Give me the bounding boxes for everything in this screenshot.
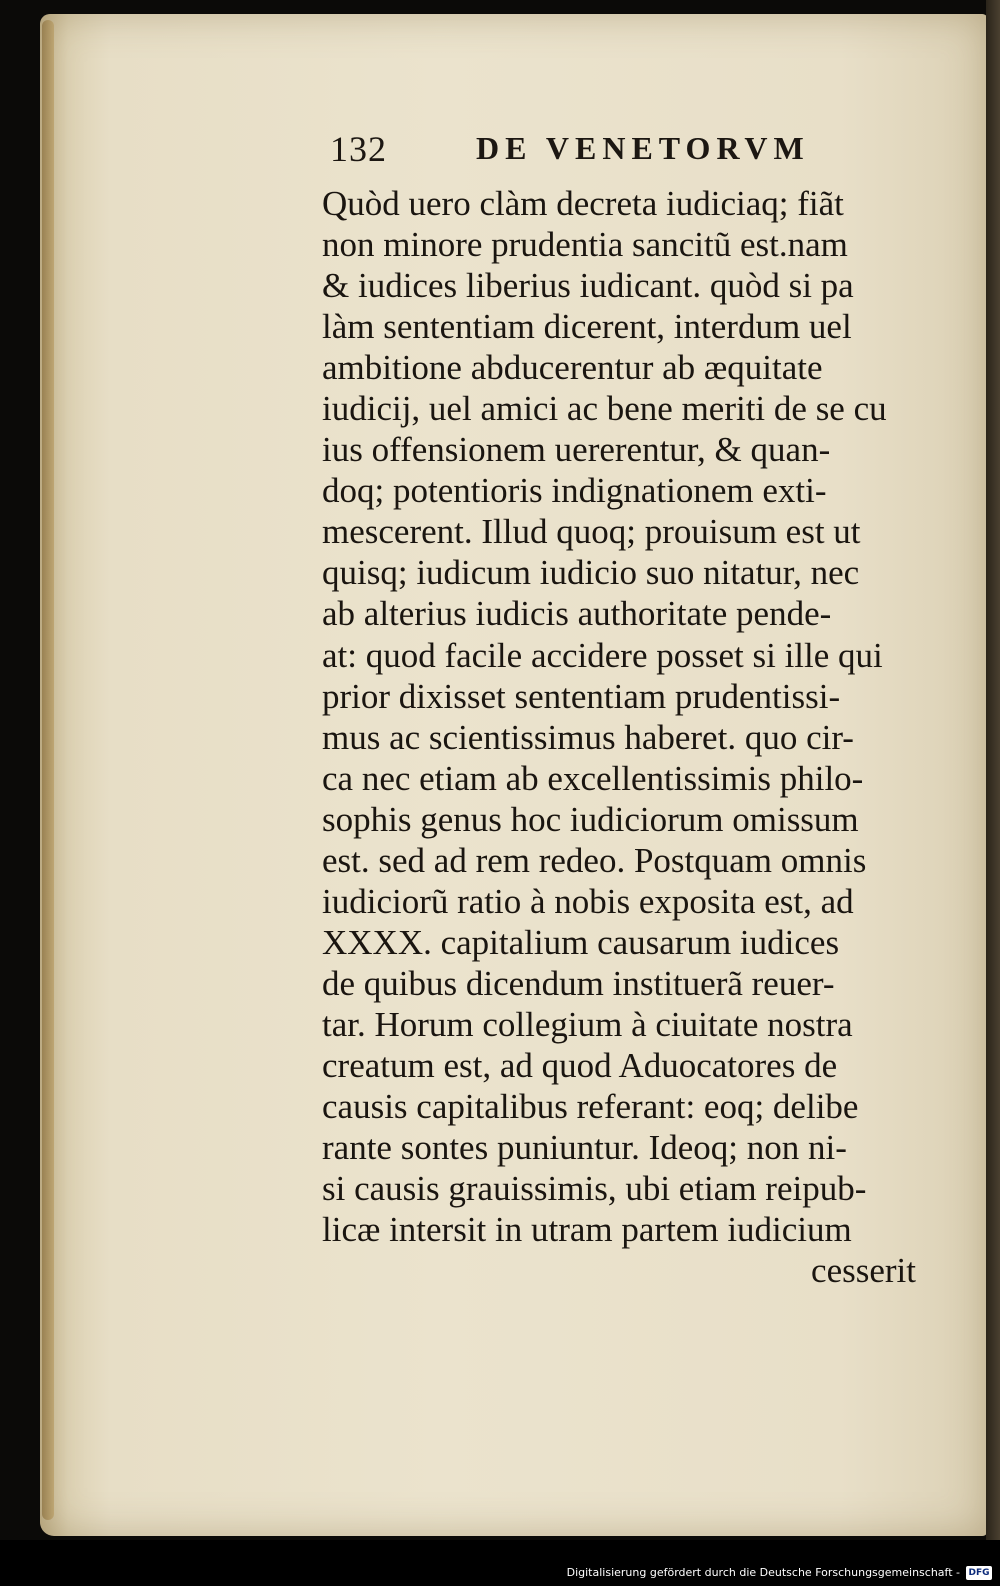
text-line: sophis genus hoc iudiciorum omissum xyxy=(322,799,859,839)
text-line: rante sontes puniuntur. Ideoq; non ni- xyxy=(322,1128,847,1168)
text-line: tar. Horum collegium à ciuitate nostra xyxy=(322,1004,853,1044)
text-line: mus ac scientissimus haberet. quo cir- xyxy=(322,717,854,757)
text-line: mescerent. Illud quoq; prouisum est ut xyxy=(322,512,861,552)
footer-band xyxy=(0,1540,1000,1586)
text-line: causis capitalibus referant: eoq; delibe xyxy=(322,1087,859,1127)
page-gutter-edge xyxy=(42,20,54,1520)
text-line: si causis grauissimis, ubi etiam reipub- xyxy=(322,1169,867,1209)
running-head: DE VENETORVM xyxy=(476,130,810,166)
catchword: cesserit xyxy=(811,1251,916,1291)
text-line: iudicij, uel amici ac bene meriti de se cu xyxy=(322,389,887,429)
text-line: & iudices liberius iudicant. quòd si pa xyxy=(322,266,854,306)
text-line: ab alterius iudicis authoritate pende- xyxy=(322,594,832,634)
text-line: ca nec etiam ab excellentissimis philo- xyxy=(322,758,864,798)
dfg-logo: DFG xyxy=(966,1566,992,1580)
text-line: licæ intersit in utram partem iudicium xyxy=(322,1210,852,1250)
text-line: ambitione abducerentur ab æquitate xyxy=(322,348,823,388)
funding-note: Digitalisierung gefördert durch die Deutsche Forschungsgemeinschaft - xyxy=(566,1566,960,1579)
text-line: non minore prudentia sancitũ est.nam xyxy=(322,225,848,265)
text-line: quisq; iudicum iudicio suo nitatur, nec xyxy=(322,553,860,593)
text-line: at: quod facile accidere posset si ille qui xyxy=(322,635,883,675)
body-text xyxy=(322,183,932,1291)
text-line: XXXX. capitalium causarum iudices xyxy=(322,922,840,962)
text-line: prior dixisset sententiam prudentissi- xyxy=(322,676,841,716)
text-line: est. sed ad rem redeo. Postquam omnis xyxy=(322,840,867,880)
text-line: ius offensionem uererentur, & quan- xyxy=(322,430,831,470)
facing-page-edge xyxy=(986,0,1000,1540)
text-line: làm sententiam dicerent, interdum uel xyxy=(322,307,852,347)
page-header xyxy=(330,128,890,178)
text-line: Quòd uero clàm decreta iudiciaq; fiãt xyxy=(322,184,844,223)
text-line: doq; potentioris indignationem exti- xyxy=(322,471,827,511)
text-line: creatum est, ad quod Aduocatores de xyxy=(322,1045,838,1085)
text-line: iudiciorũ ratio à nobis exposita est, ad xyxy=(322,881,854,921)
page-number: 132 xyxy=(330,129,387,169)
text-line: de quibus dicendum instituerã reuer- xyxy=(322,963,835,1003)
